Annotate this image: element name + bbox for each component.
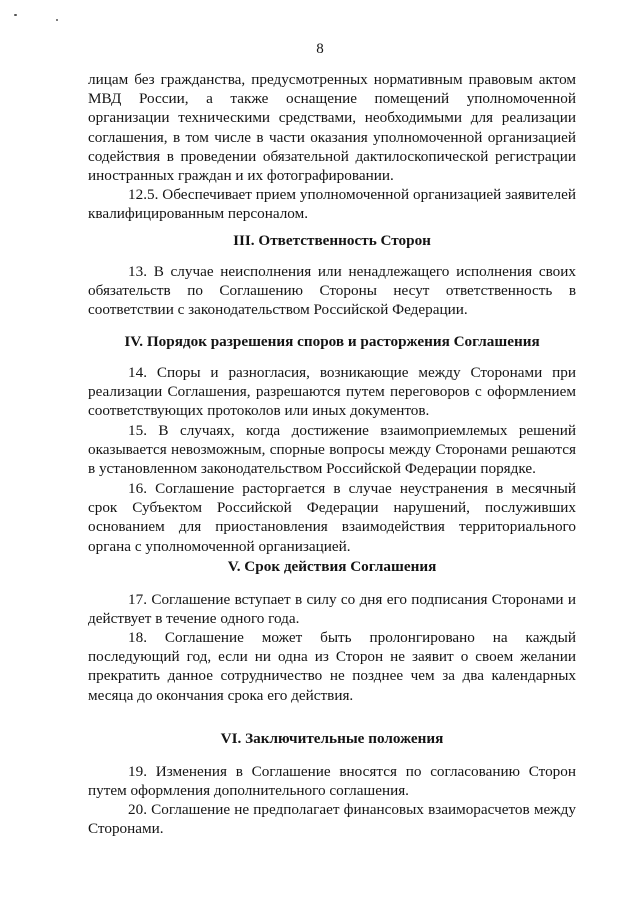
- paragraph-17: 17. Соглашение вступает в силу со дня его подписания Сторонами и действует в течение одного года.: [88, 591, 576, 628]
- scan-speck: [14, 14, 17, 16]
- paragraph-13: 13. В случае неисполнения или ненадлежащего исполнения своих обязательств по Соглашению Стороны несут ответственность в соответствии с законодательством Российской Федерации.: [88, 263, 576, 319]
- section-heading-vi: VI. Заключительные положения: [220, 730, 444, 747]
- paragraph-20: 20. Соглашение не предполагает финансовых взаиморасчетов между Сторонами.: [88, 801, 576, 838]
- paragraph-16: 16. Соглашение расторгается в случае неустранения в месячный срок Субъектом Российской Федерации нарушений, послуживших основанием для приостановления взаимодействия территориального органа с уполномоченной организацией.: [88, 480, 576, 555]
- paragraph-15: 15. В случаях, когда достижение взаимоприемлемых решений оказывается невозможным, спорные вопросы между Сторонами решаются в установленном законодательством Российской Федерации порядке.: [88, 422, 576, 478]
- paragraph-18: 18. Соглашение может быть пролонгировано на каждый последующий год, если ни одна из Сторон не заявит о своем желании прекратить данное сотрудничество не позднее чем за два календарных месяца до окончания срока его действия.: [88, 629, 576, 704]
- section-heading-iv: IV. Порядок разрешения споров и расторжения Соглашения: [124, 333, 540, 350]
- paragraph-12-5: 12.5. Обеспечивает прием уполномоченной организацией заявителей квалифицированным персоналом.: [88, 186, 576, 223]
- paragraph-19: 19. Изменения в Соглашение вносятся по согласованию Сторон путем оформления дополнительного соглашения.: [88, 763, 576, 800]
- scan-speck: [56, 19, 58, 21]
- paragraph-14: 14. Споры и разногласия, возникающие между Сторонами при реализации Соглашения, разрешаются путем переговоров с оформлением соответствующих протоколов или иных документов.: [88, 364, 576, 420]
- section-heading-iii: III. Ответственность Сторон: [233, 232, 431, 249]
- section-heading-v: V. Срок действия Соглашения: [227, 558, 437, 575]
- paragraph-continuation: лицам без гражданства, предусмотренных нормативным правовым актом МВД России, а также оснащение помещений уполномоченной организации техническими средствами, необходимыми для реализации соглашения, в том числе в части оказания уполномоченной организацией содействия в проведении обязательной дактилоскопической регистрации иностранных граждан и их фотографировании.: [88, 71, 576, 185]
- page-number: 8: [316, 41, 324, 57]
